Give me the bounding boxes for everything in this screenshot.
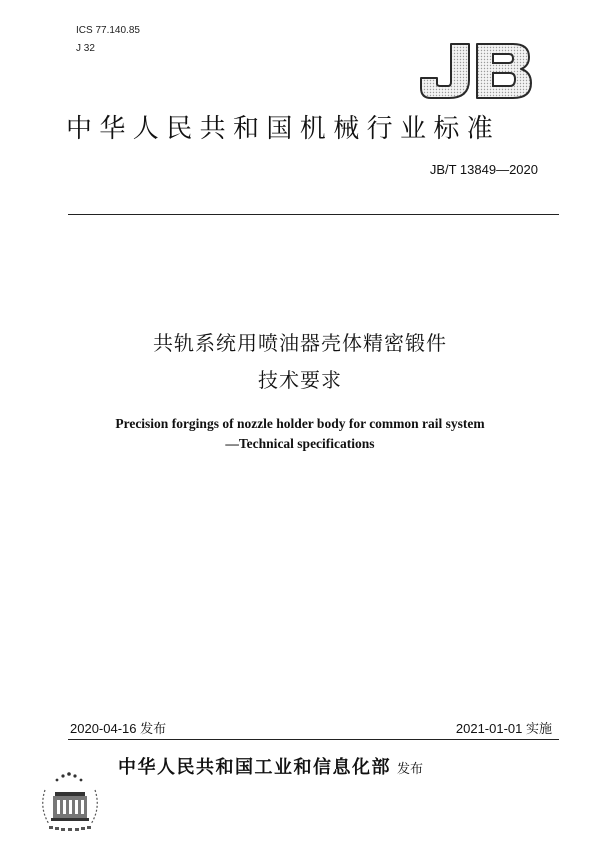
jb-logo [417, 40, 535, 102]
ccs-code: J 32 [76, 43, 95, 54]
title-english-line2: —Technical specifications [225, 436, 375, 451]
top-divider [68, 214, 559, 215]
issue-date: 2020-04-16 发布 [70, 721, 167, 736]
bottom-divider [68, 739, 559, 740]
title-chinese-line2: 技术要求 [258, 368, 342, 392]
publisher-name: 中华人民共和国工业和信息化部 [118, 757, 391, 778]
header-title: 中华人民共和国机械行业标准 [66, 114, 501, 144]
implementation-date: 2021-01-01 实施 [455, 721, 552, 736]
publisher [118, 753, 423, 779]
title-english-line1: Precision forgings of nozzle holder body for common rail system [115, 416, 485, 431]
publisher-verb: 发布 [397, 762, 424, 777]
ministry-emblem-icon [35, 770, 105, 836]
ics-code: ICS 77.140.85 [76, 25, 140, 36]
standard-number: JB/T 13849—2020 [429, 162, 538, 177]
title-chinese-line1: 共轨系统用喷油器壳体精密锻件 [153, 331, 447, 355]
